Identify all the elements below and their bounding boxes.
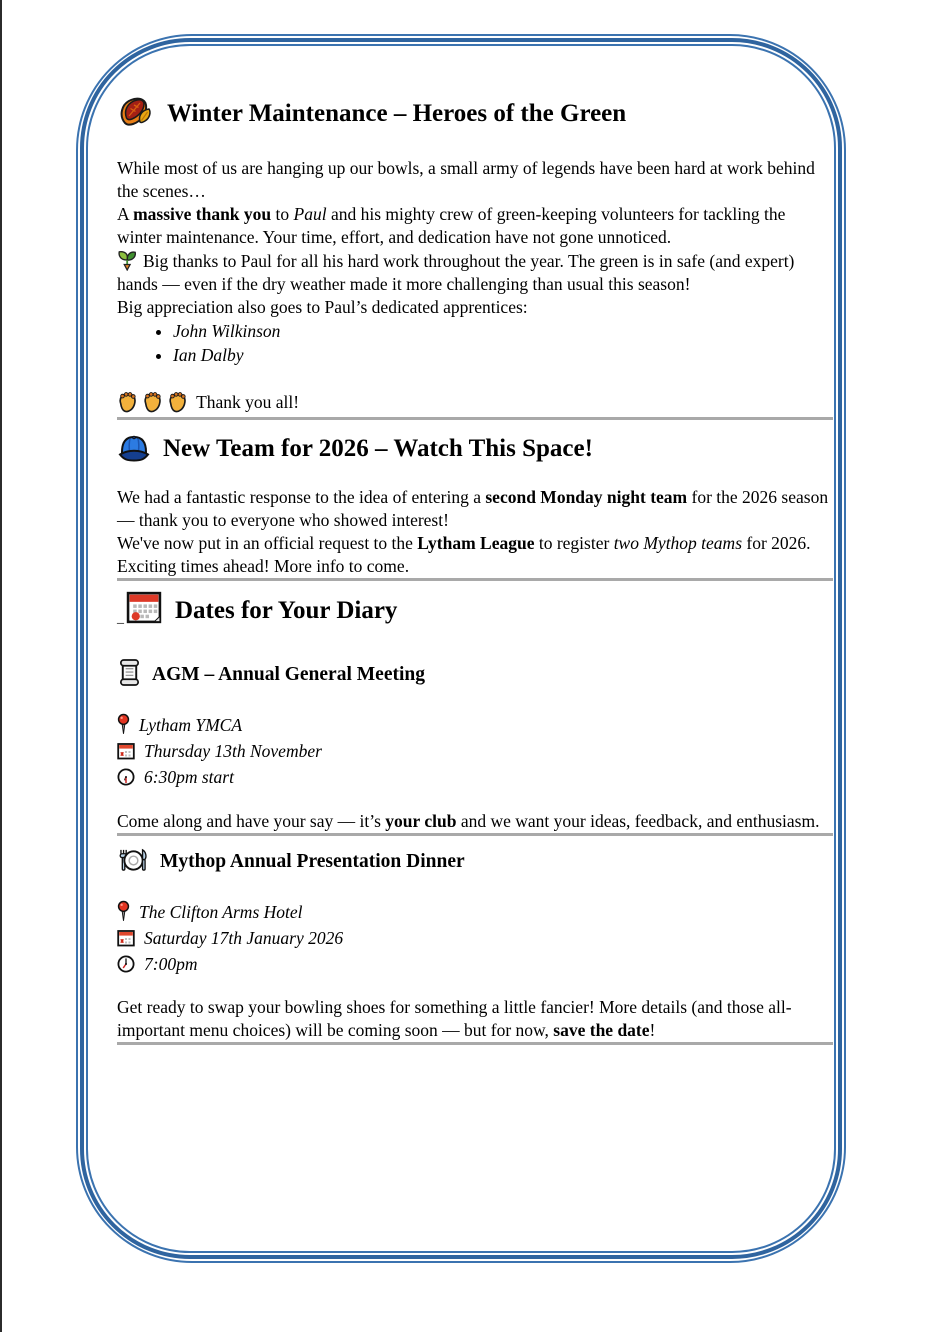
winter-intro-paragraph: While most of us are hanging up our bowls, a small army of legends have been hard at work behind the scenes…: [117, 158, 815, 201]
round-pushpin-icon: [117, 900, 130, 923]
small-calendar-icon: [117, 742, 135, 760]
dinner-note-paragraph: Get ready to swap your bowling shoes for something a little fancier! More details (and those all-important menu choices) will be coming soon — but for now, save the date!: [117, 997, 792, 1040]
event-date-line: [117, 925, 833, 951]
section-divider: [117, 833, 833, 836]
team-section-heading: [117, 431, 833, 467]
calendar-icon: [126, 590, 163, 625]
small-calendar-icon: [117, 929, 135, 947]
agm-event-heading: [117, 658, 833, 688]
winter-paul-paragraph: [117, 249, 833, 296]
clock-seven-icon: [117, 955, 135, 973]
diary-section-heading: [117, 590, 833, 639]
event-location-line: [117, 899, 833, 925]
clap-icon: [167, 390, 189, 415]
section-divider: [117, 1042, 833, 1045]
diary-heading-prefix: _: [117, 611, 124, 626]
event-location-line: [117, 712, 833, 738]
winter-thankyou-paragraph: A massive thank you to Paul and his mighty crew of green-keeping volunteers for tackling the winter maintenance. Your time, effort, and dedication have not gone unnoticed.: [117, 204, 786, 247]
list-item: • John Wilkinson: [173, 319, 833, 343]
team-request-paragraph: We've now put in an official request to the Lytham League to register two Mythop teams for 2026. Exciting times ahead! More info to come.: [117, 533, 811, 576]
list-item: • Ian Dalby: [173, 343, 833, 367]
agm-note-paragraph: Come along and have your say — it’s your club and we want your ideas, feedback, and enthusiasm.: [117, 811, 820, 831]
event-time-line: [117, 764, 833, 790]
fallen-leaf-icon: [117, 94, 155, 128]
event-location-text: The Clifton Arms Hotel: [139, 902, 303, 922]
agm-event-title: AGM – Annual General Meeting: [152, 664, 425, 685]
event-location-text: Lytham YMCA: [139, 715, 243, 735]
diary-section-title: Dates for Your Diary: [175, 597, 398, 624]
dinner-event-title: Mythop Annual Presentation Dinner: [160, 851, 465, 872]
winter-section-heading: [117, 94, 833, 132]
event-time-text: 6:30pm start: [144, 767, 234, 787]
scroll-icon: [117, 658, 142, 687]
agm-event-details: [117, 712, 833, 790]
team-section-title: New Team for 2026 – Watch This Space!: [163, 435, 593, 462]
thank-you-text: Thank you all!: [196, 392, 300, 412]
clock-six-thirty-icon: [117, 768, 135, 786]
fork-plate-knife-icon: [117, 847, 150, 874]
event-time-text: 7:00pm: [144, 954, 198, 974]
winter-section-title: Winter Maintenance – Heroes of the Green: [167, 100, 627, 127]
dinner-event-details: [117, 899, 833, 977]
round-pushpin-icon: [117, 713, 130, 736]
clap-icon: [142, 390, 164, 415]
winter-apprentices-paragraph: Big appreciation also goes to Paul’s dedicated apprentices:: [117, 297, 528, 317]
newsletter-content: [117, 94, 833, 1045]
apprentice-list: [117, 319, 833, 367]
section-divider: [117, 417, 833, 420]
winter-paul-text: Big thanks to Paul for all his hard work throughout the year. The green is in safe (and expert) hands — even if the dry weather made it more challenging than usual this season!: [117, 251, 795, 294]
cap-icon: [117, 433, 151, 463]
seedling-icon: [117, 249, 137, 271]
event-date-text: Thursday 13th November: [144, 741, 322, 761]
event-date-text: Saturday 17th January 2026: [144, 928, 344, 948]
clap-icon: [117, 390, 139, 415]
window-left-edge: [0, 0, 2, 1332]
team-response-paragraph: We had a fantastic response to the idea of entering a second Monday night team for the 2026 season — thank you to everyone who showed interest!: [117, 487, 829, 530]
event-time-line: [117, 951, 833, 977]
event-date-line: [117, 738, 833, 764]
dinner-event-heading: [117, 847, 833, 875]
section-divider: [117, 578, 833, 581]
thank-you-paragraph: [117, 387, 833, 417]
